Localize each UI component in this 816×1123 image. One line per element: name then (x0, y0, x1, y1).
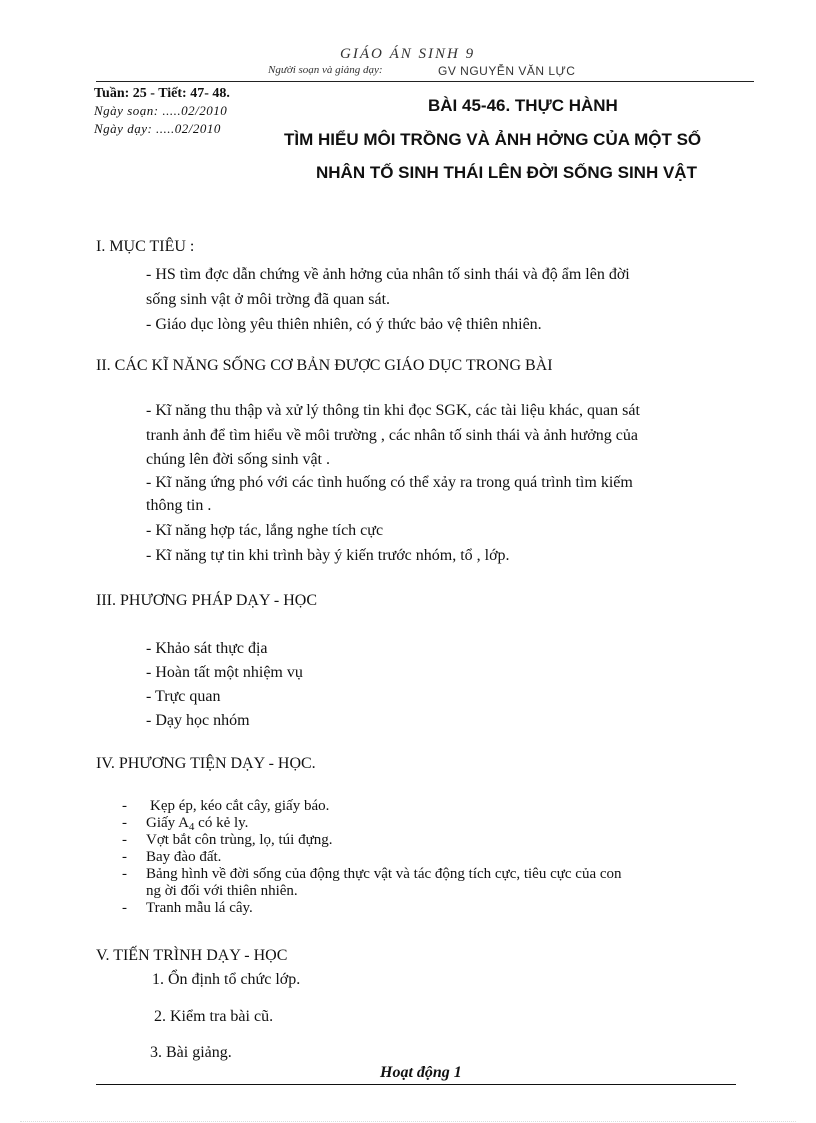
section-4-heading: IV. PHƯƠNG TIỆN DẠY - HỌC. (96, 755, 316, 772)
section-5-item: 2. Kiểm tra bài cũ. (154, 1008, 274, 1025)
section-4-item: Tranh mẫu lá cây. (146, 900, 253, 916)
section-5-item: 3. Bài giảng. (150, 1044, 232, 1061)
header-divider (96, 81, 754, 82)
section-4-item: Bảng hình về đời sống của động thực vật và tác động tích cực, tiêu cực của con (146, 866, 622, 882)
lesson-title-line3: NHÂN TỐ SINH THÁI LÊN ĐỜI SỐNG SINH VẬT (316, 163, 697, 182)
list-dash: - (122, 815, 127, 831)
section-1-item: - HS tìm đợc dẫn chứng về ảnh hởng của nhân tố sinh thái và độ ẩm lên đời (146, 266, 630, 283)
paper-label-rest: có kẻ ly. (194, 815, 249, 831)
section-3-item: - Trực quan (146, 688, 221, 705)
section-5-item: 1. Ổn định tổ chức lớp. (152, 971, 301, 988)
week-info: Tuần: 25 - Tiết: 47- 48. (94, 86, 230, 101)
section-2-item: - Kĩ năng tự tin khi trình bày ý kiến trước nhóm, tổ , lớp. (146, 547, 510, 564)
section-4-item: Bay đào đất. (146, 849, 222, 865)
activity-label: Hoạt động 1 (380, 1064, 462, 1081)
section-1-item: - Giáo dục lòng yêu thiên nhiên, có ý thức bảo vệ thiên nhiên. (146, 316, 542, 333)
section-3-item: - Dạy học nhóm (146, 712, 250, 729)
paper-size-subscript: 4 (188, 821, 195, 833)
author-label: Người soạn và giảng dạy: (268, 64, 383, 76)
list-dash: - (122, 798, 127, 814)
section-5-heading: V. TIẾN TRÌNH DẠY - HỌC (96, 947, 288, 964)
paper-label: Giấy A (146, 815, 189, 831)
section-3-heading: III. PHƯƠNG PHÁP DẠY - HỌC (96, 592, 318, 609)
list-dash: - (122, 866, 127, 882)
author-name: GV NGUYỄN VĂN LỰC (438, 64, 576, 78)
section-4-item-continued: ng ời đối với thiên nhiên. (146, 883, 298, 899)
footer-divider (96, 1084, 736, 1085)
section-4-item: Kẹp ép, kéo cắt cây, giấy báo. (150, 798, 330, 814)
section-2-item: - Kĩ năng thu thập và xử lý thông tin khi đọc SGK, các tài liệu khác, quan sát (146, 402, 640, 419)
section-1-heading: I. MỤC TIÊU : (96, 238, 195, 255)
section-2-item: - Kĩ năng hợp tác, lắng nghe tích cực (146, 522, 384, 539)
section-2-item: chúng lên đời sống sinh vật . (146, 451, 330, 468)
section-2-item: tranh ảnh để tìm hiểu về môi trường , các nhân tố sinh thái và ảnh hưởng của (146, 427, 638, 444)
page-edge (20, 1121, 796, 1122)
section-3-item: - Hoàn tất một nhiệm vụ (146, 664, 303, 681)
lesson-title-line2: TÌM HIỂU MÔI TRỒNG VÀ ẢNH HỞNG CỦA MỘT SỐ (284, 130, 702, 149)
section-2-item: thông tin . (146, 497, 212, 514)
lesson-title-line1: BÀI 45-46. THỰC HÀNH (428, 96, 618, 115)
section-2-heading: II. CÁC KĨ NĂNG SỐNG CƠ BẢN ĐƯỢC GIÁO DỤC TRONG BÀI (96, 357, 553, 374)
section-2-item: - Kĩ năng ứng phó với các tình huống có thể xảy ra trong quá trình tìm kiếm (146, 474, 633, 491)
prepared-date: Ngày soạn: .....02/2010 (94, 103, 228, 118)
list-dash: - (122, 900, 127, 916)
list-dash: - (122, 849, 127, 865)
section-1-item: sống sinh vật ở môi trờng đã quan sát. (146, 291, 391, 308)
document-title: GIÁO ÁN SINH 9 (340, 46, 476, 62)
section-3-item: - Khảo sát thực địa (146, 640, 268, 657)
list-dash: - (122, 832, 127, 848)
section-4-item: Vợt bắt côn trùng, lọ, túi đựng. (146, 832, 333, 848)
taught-date: Ngày dạy: .....02/2010 (94, 121, 221, 136)
